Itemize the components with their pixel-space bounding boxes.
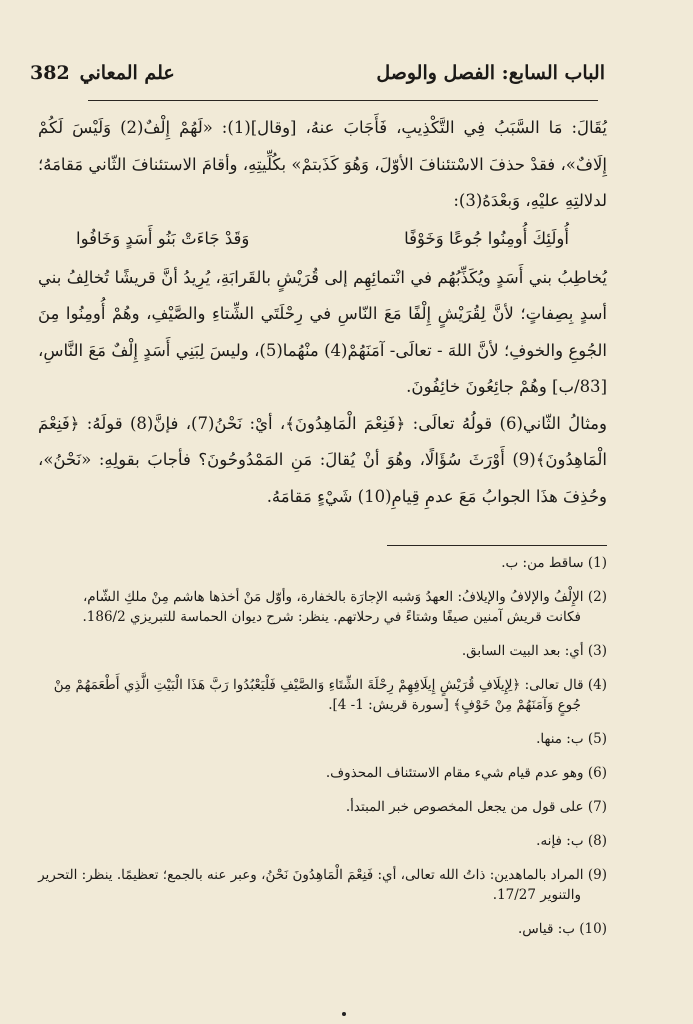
footnote-5 [38, 729, 607, 749]
page-number: 382 [30, 62, 70, 84]
footnote-text: (10) ب: قياس. [518, 921, 607, 937]
footnote-continuation: فكانت قريش آمنين صيفًا وشتاءً في رحلاتهم. ينظر: شرح ديوان الحماسة للتبريزي 186/2. [82, 609, 581, 625]
footnote-4 [38, 675, 607, 715]
paragraph-1: يُقَالَ: مَا السَّبَبُ فِي التَّكْذِيبِ، فَأَجَابَ عنهُ، [وقال](1): «لَهُمْ إِلْفٌ(2) وَلَيْسَ لَكُمْ إِلَافٌ»، فقدْ حذفَ الاسْتئنافَ الأوّلَ، وَهُوَ كَذَبتمْ» بكُلِّيتِهِ، وأقامَ الاستئنافَ الثّاني مَقامَهُ؛ لدلالتِهِ عليْهِ، وَبعْدَهُ(3): [38, 118, 607, 210]
footnote-continuation: جُوعٍ وَآمَنَهُمْ مِنْ خَوْفٍ﴾ [سورة قريش: 1- 4]. [328, 697, 581, 713]
chapter-title: الباب السابع: الفصل والوصل [376, 62, 605, 84]
footnote-9 [38, 865, 607, 905]
paragraph-3: ومثالُ الثّاني(6) قولُهُ تعالَى: ﴿فَنِعْمَ الْمَاهِدُونَ﴾، أيْ: نَحْنُ(7)، فإنَّ(8) قولَهُ: ﴿فَنِعْمَ الْمَاهِدُونَ﴾(9) أَوْرَثَ سُؤَالًا، وهُوَ أنْ يُقالَ: مَنِ المَمْدُوحُونَ؟ فأجابَ بقولِهِ: «نَحْنُ»، وحُذِفَ هذَا الجوابُ مَعَ عدمِ قِيامِ(10) شَيْءٍ مَقامَهُ. [38, 413, 607, 506]
footnotes [38, 553, 607, 953]
footnote-6 [38, 763, 607, 783]
footnote-7 [38, 797, 607, 817]
footnote-1 [38, 553, 607, 573]
footnote-text: (8) ب: فإنه. [536, 833, 607, 849]
paragraph-2: يُخاطِبُ بني أَسَدٍ ويُكَذِّبُهُم في انْتمائِهِم إلى قُرَيْشٍ بالقَرابَةِ، يُرِيدُ أنَّ قريشًا تُخالِفُ بني أسدٍ بِصِفاتٍ؛ لأنَّ لِقُرَيْشٍ إِلْفًا مَعَ النّاسِ في رِحْلَتَي الشِّتاءِ والصَّيْفِ، وهُمْ أُومِنُوا مِنَ الجُوعِ والخوفِ؛ لأنَّ اللهَ - تعالَى- آمَنَهُمْ(4) منْهُما(5)، وليسَ لِبَنِي أَسَدٍ إِلْفٌ مَعَ النَّاسِ، [83/ب] وهُمْ جائِعُونَ خائِفُونَ. [38, 267, 608, 396]
header-left [30, 62, 175, 84]
footnote-text: (7) على قول من يجعل المخصوص خبر المبتدأ. [345, 799, 607, 815]
page-mark [342, 1012, 346, 1016]
footnote-continuation: والتنوير 17/27. [492, 887, 581, 903]
footnote-text: (4) قال تعالى: ﴿لِإِيلَافِ قُرَيْشٍ إِيلَافِهِمْ رِحْلَةَ الشِّتَاءِ وَالصَّيْفِ فَلْيَعْبُدُوا رَبَّ هَذَا الْبَيْتِ الَّذِي أَطْعَمَهُمْ مِنْ [53, 677, 607, 693]
footnote-text: (9) المراد بالماهدين: ذاتُ الله تعالى، أي: فَنِعْمَ الْمَاهِدُونَ نَحْنُ، وعبر عنه بالجمع؛ تعظيمًا. ينظر: التحرير [38, 867, 607, 883]
footnote-text: (6) وهو عدم قيام شيء مقام الاستئناف المحذوف. [325, 765, 607, 781]
footnote-8 [38, 831, 607, 851]
main-text [38, 110, 607, 515]
book-title: علم المعاني [79, 62, 175, 84]
page-header [30, 56, 605, 90]
footnote-text: (5) ب: منها. [536, 731, 607, 747]
footnote-text: (2) الإِلْفُ والإلافُ والإيلافُ: العهدُ وَشبه الإجارَة بالخفارة، وأوّل مَنْ أخذها هاشم مِنْ ملكِ الشّام، [82, 589, 607, 605]
footnote-2 [38, 587, 607, 627]
footnote-text: (1) ساقط من: ب. [501, 555, 607, 571]
header-rule [88, 100, 598, 101]
verse-line [38, 220, 607, 260]
verse-hemistich-left: وَقَدْ جَاءَتْ بَنُو أَسَدٍ وَخَافُوا [76, 229, 250, 249]
footnote-10 [38, 919, 607, 939]
footnote-3 [38, 641, 607, 661]
footnote-rule [387, 545, 607, 546]
footnote-text: (3) أي: بعد البيت السابق. [461, 643, 607, 659]
verse-hemistich-right: أُولَئِكَ أُومِنُوا جُوعًا وَخَوْفًا [404, 229, 569, 249]
